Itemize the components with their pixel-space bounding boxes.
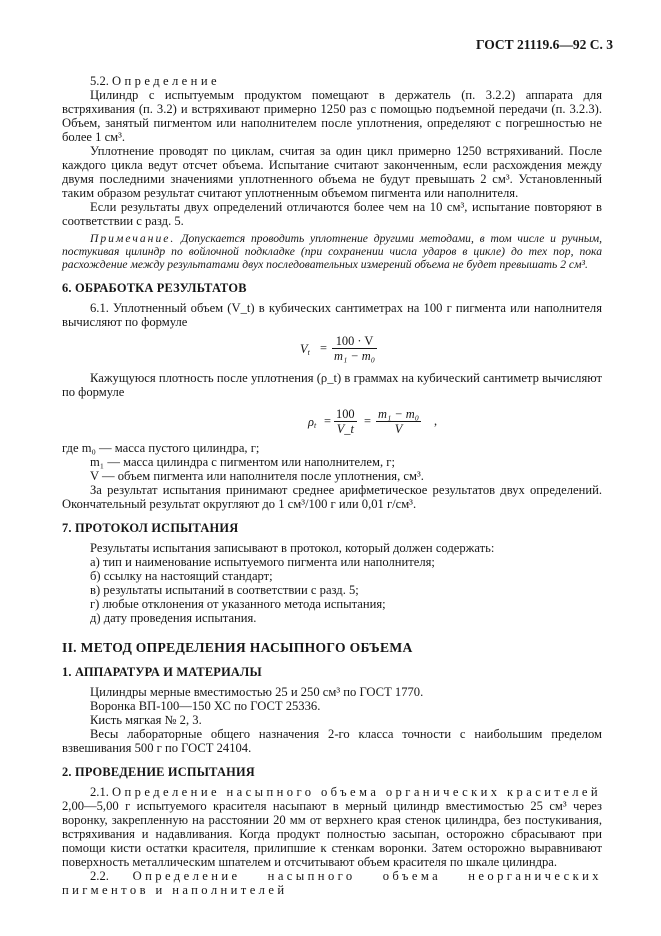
variable-definitions: где m₀ — масса пустого цилиндра, г; m₁ — масса цилиндра с пигментом или наполнителем, г; V — объем пигмента или наполнителя после уплотнения, см³. xyxy=(62,441,424,483)
page-header: ГОСТ 21119.6—92 С. 3 xyxy=(475,37,613,52)
section-heading-6: 6. ОБРАБОТКА РЕЗУЛЬТАТОВ xyxy=(62,281,247,295)
formula-vt: $V_t$ = $\frac{100 \cdot V}{\text{m₁ − m₀}}$ xyxy=(300,334,376,363)
paragraph: Если результаты двух определений отличаются более чем на 10 см³, испытание повторяют в соответствии с разд. 5. xyxy=(62,200,602,228)
list-item: Весы лабораторные общего назначения 2-го класса точности с наибольшим пределом взвешивания 500 г по ГОСТ 24104. xyxy=(62,727,602,755)
paragraph: 2,00—5,00 г испытуемого красителя насыпают в мерный цилиндр вместимостью 25 см³ через воронку, закрепленную на расстоянии 20 мм от верхнего края стенок цилиндра, без постукивания, встряхивания и надавливания. Когда продукт полностью засыпан, осторожно сбрасывают при помощи кисти остатки красителя, прилипшие к стенкам воронки. Затем осторожно выравнивают поверхность металлическим шпателем и отсчитывают объем красителя по шкале цилиндра. xyxy=(62,799,602,869)
list-item: д) дату проведения испытания. xyxy=(90,611,257,625)
list-item: Воронка ВП-100—150 ХС по ГОСТ 25336. xyxy=(90,699,321,713)
formula-fraction: $\frac{100 \cdot V}{\text{m₁ − m₀}}$ xyxy=(334,334,376,363)
document-body xyxy=(62,74,602,897)
paragraph: Кажущуюся плотность после уплотнения (ρ_t) в граммах на кубический сантиметр вычисляют по формуле xyxy=(62,371,602,399)
subsection-heading-2-1: 2.1. Определение насыпного объема органических красителей xyxy=(90,785,602,799)
paragraph: Уплотнение проводят по циклам, считая за один цикл примерно 1250 встряхиваний. После каждого цикла ведут отсчет объема. Испытание считают законченным, если расхождения между двумя последними значениями уплотненного объема не будут превышать 2 см³. Установленный таким образом результат считают уплотненным объемом пигмента или наполнителя. xyxy=(62,144,602,200)
note: Примечание. Допускается проводить уплотнение другими методами, в том числе и ручным, постукивая цилиндр по войлочной подкладке (при сохранении числа ударов в цикле) до тех пор, пока расхождение между результатами двух последовательных измерений объема не будет превышать 2 см³. xyxy=(62,232,603,271)
list-item: г) любые отклонения от указанного метода испытания; xyxy=(90,597,386,611)
list-item: б) ссылку на настоящий стандарт; xyxy=(90,569,273,583)
list-item: Цилиндры мерные вместимостью 25 и 250 см³ по ГОСТ 1770. xyxy=(90,685,424,699)
paragraph: 6.1. Уплотненный объем (V_t) в кубических сантиметрах на 100 г пигмента или наполнителя вычисляют по формуле xyxy=(62,301,602,329)
list-item: Кисть мягкая № 2, 3. xyxy=(90,713,202,727)
paragraph: Результаты испытания записывают в протокол, который должен содержать: xyxy=(90,541,495,555)
subsection-heading-2-2: 2.2. Определение насыпного объема неорганических пигментов и наполнителей xyxy=(62,869,602,897)
section-heading-1: 1. АППАРАТУРА И МАТЕРИАЛЫ xyxy=(62,665,262,679)
section-heading-7: 7. ПРОТОКОЛ ИСПЫТАНИЯ xyxy=(62,521,239,535)
paragraph: За результат испытания принимают среднее арифметическое результатов двух определений. Окончательный результат округляют до 1 см³/100 г или 0,01 г/см³. xyxy=(62,483,602,511)
paragraph: Цилиндр с испытуемым продуктом помещают в держатель (п. 3.2.2) аппарата для встряхивания (п. 3.2) и встряхивают примерно 1250 раз с помощью подъемной передачи (п. 3.2.3). Объем, занятый пигментом или наполнителем после уплотнения, определяют с погрешностью не более 1 см³. xyxy=(62,88,602,144)
section-heading-5-2: 5.2. Определение xyxy=(90,74,220,88)
section-heading-2: 2. ПРОВЕДЕНИЕ ИСПЫТАНИЯ xyxy=(62,765,255,779)
formula-density: $\rho_t$ = $\frac{100}{V\_t}$ = $\frac{\text{m₁ − m₀}}{V}$ , xyxy=(308,407,438,436)
list-item: в) результаты испытаний в соответствии с разд. 5; xyxy=(90,583,359,597)
part-heading: II. МЕТОД ОПРЕДЕЛЕНИЯ НАСЫПНОГО ОБЪЕМА xyxy=(62,640,413,655)
list-item: а) тип и наименование испытуемого пигмента или наполнителя; xyxy=(90,555,435,569)
